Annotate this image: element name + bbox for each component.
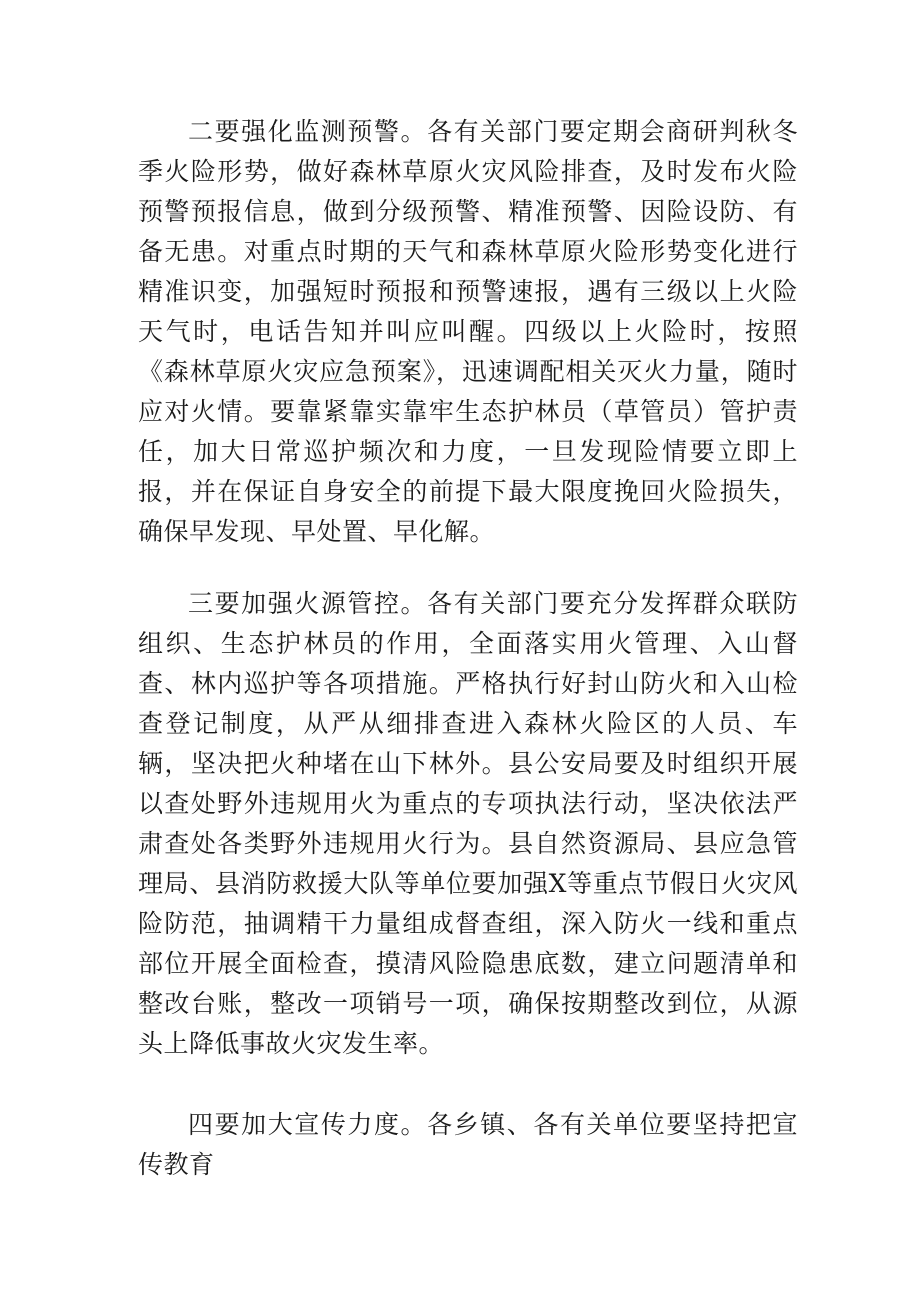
paragraph-monitoring-warning: 二要强化监测预警。各有关部门要定期会商研判秋冬季火险形势，做好森林草原火灾风险排查，及时发布火险预警预报信息，做到分级预警、精准预警、因险设防、有备无患。对重点时期的天气和森林草原火险形势变化进行精准识变，加强短时预报和预警速报，遇有三级以上火险天气时，电话告知并叫应叫醒。四级以上火险时，按照《森林草原火灾应急预案》，迅速调配相关灭火力量，随时应对火情。要靠紧靠实靠牢生态护林员（草管员）管护责任，加大日常巡护频次和力度，一旦发现险情要立即上报，并在保证自身安全的前提下最大限度挽回火险损失，确保早发现、早处置、早化解。 (138, 117, 798, 546)
paragraph-publicity: 四要加大宣传力度。各乡镇、各有关单位要坚持把宣传教育 (138, 1110, 798, 1179)
paragraph-fire-source-control: 三要加强火源管控。各有关部门要充分发挥群众联防组织、生态护林员的作用，全面落实用火管理、入山督查、林内巡护等各项措施。严格执行好封山防火和入山检查登记制度，从严从细排查进入森林火险区的人员、车辆，坚决把火种堵在山下林外。县公安局要及时组织开展以查处野外违规用火为重点的专项执法行动，坚决依法严肃查处各类野外违规用火行为。县自然资源局、县应急管理局、县消防救援大队等单位要加强X等重点节假日火灾风险防范，抽调精干力量组成督查组，深入防火一线和重点部位开展全面检查，摸清风险隐患底数，建立问题清单和整改台账，整改一项销号一项，确保按期整改到位，从源头上降低事故火灾发生率。 (138, 589, 798, 1058)
